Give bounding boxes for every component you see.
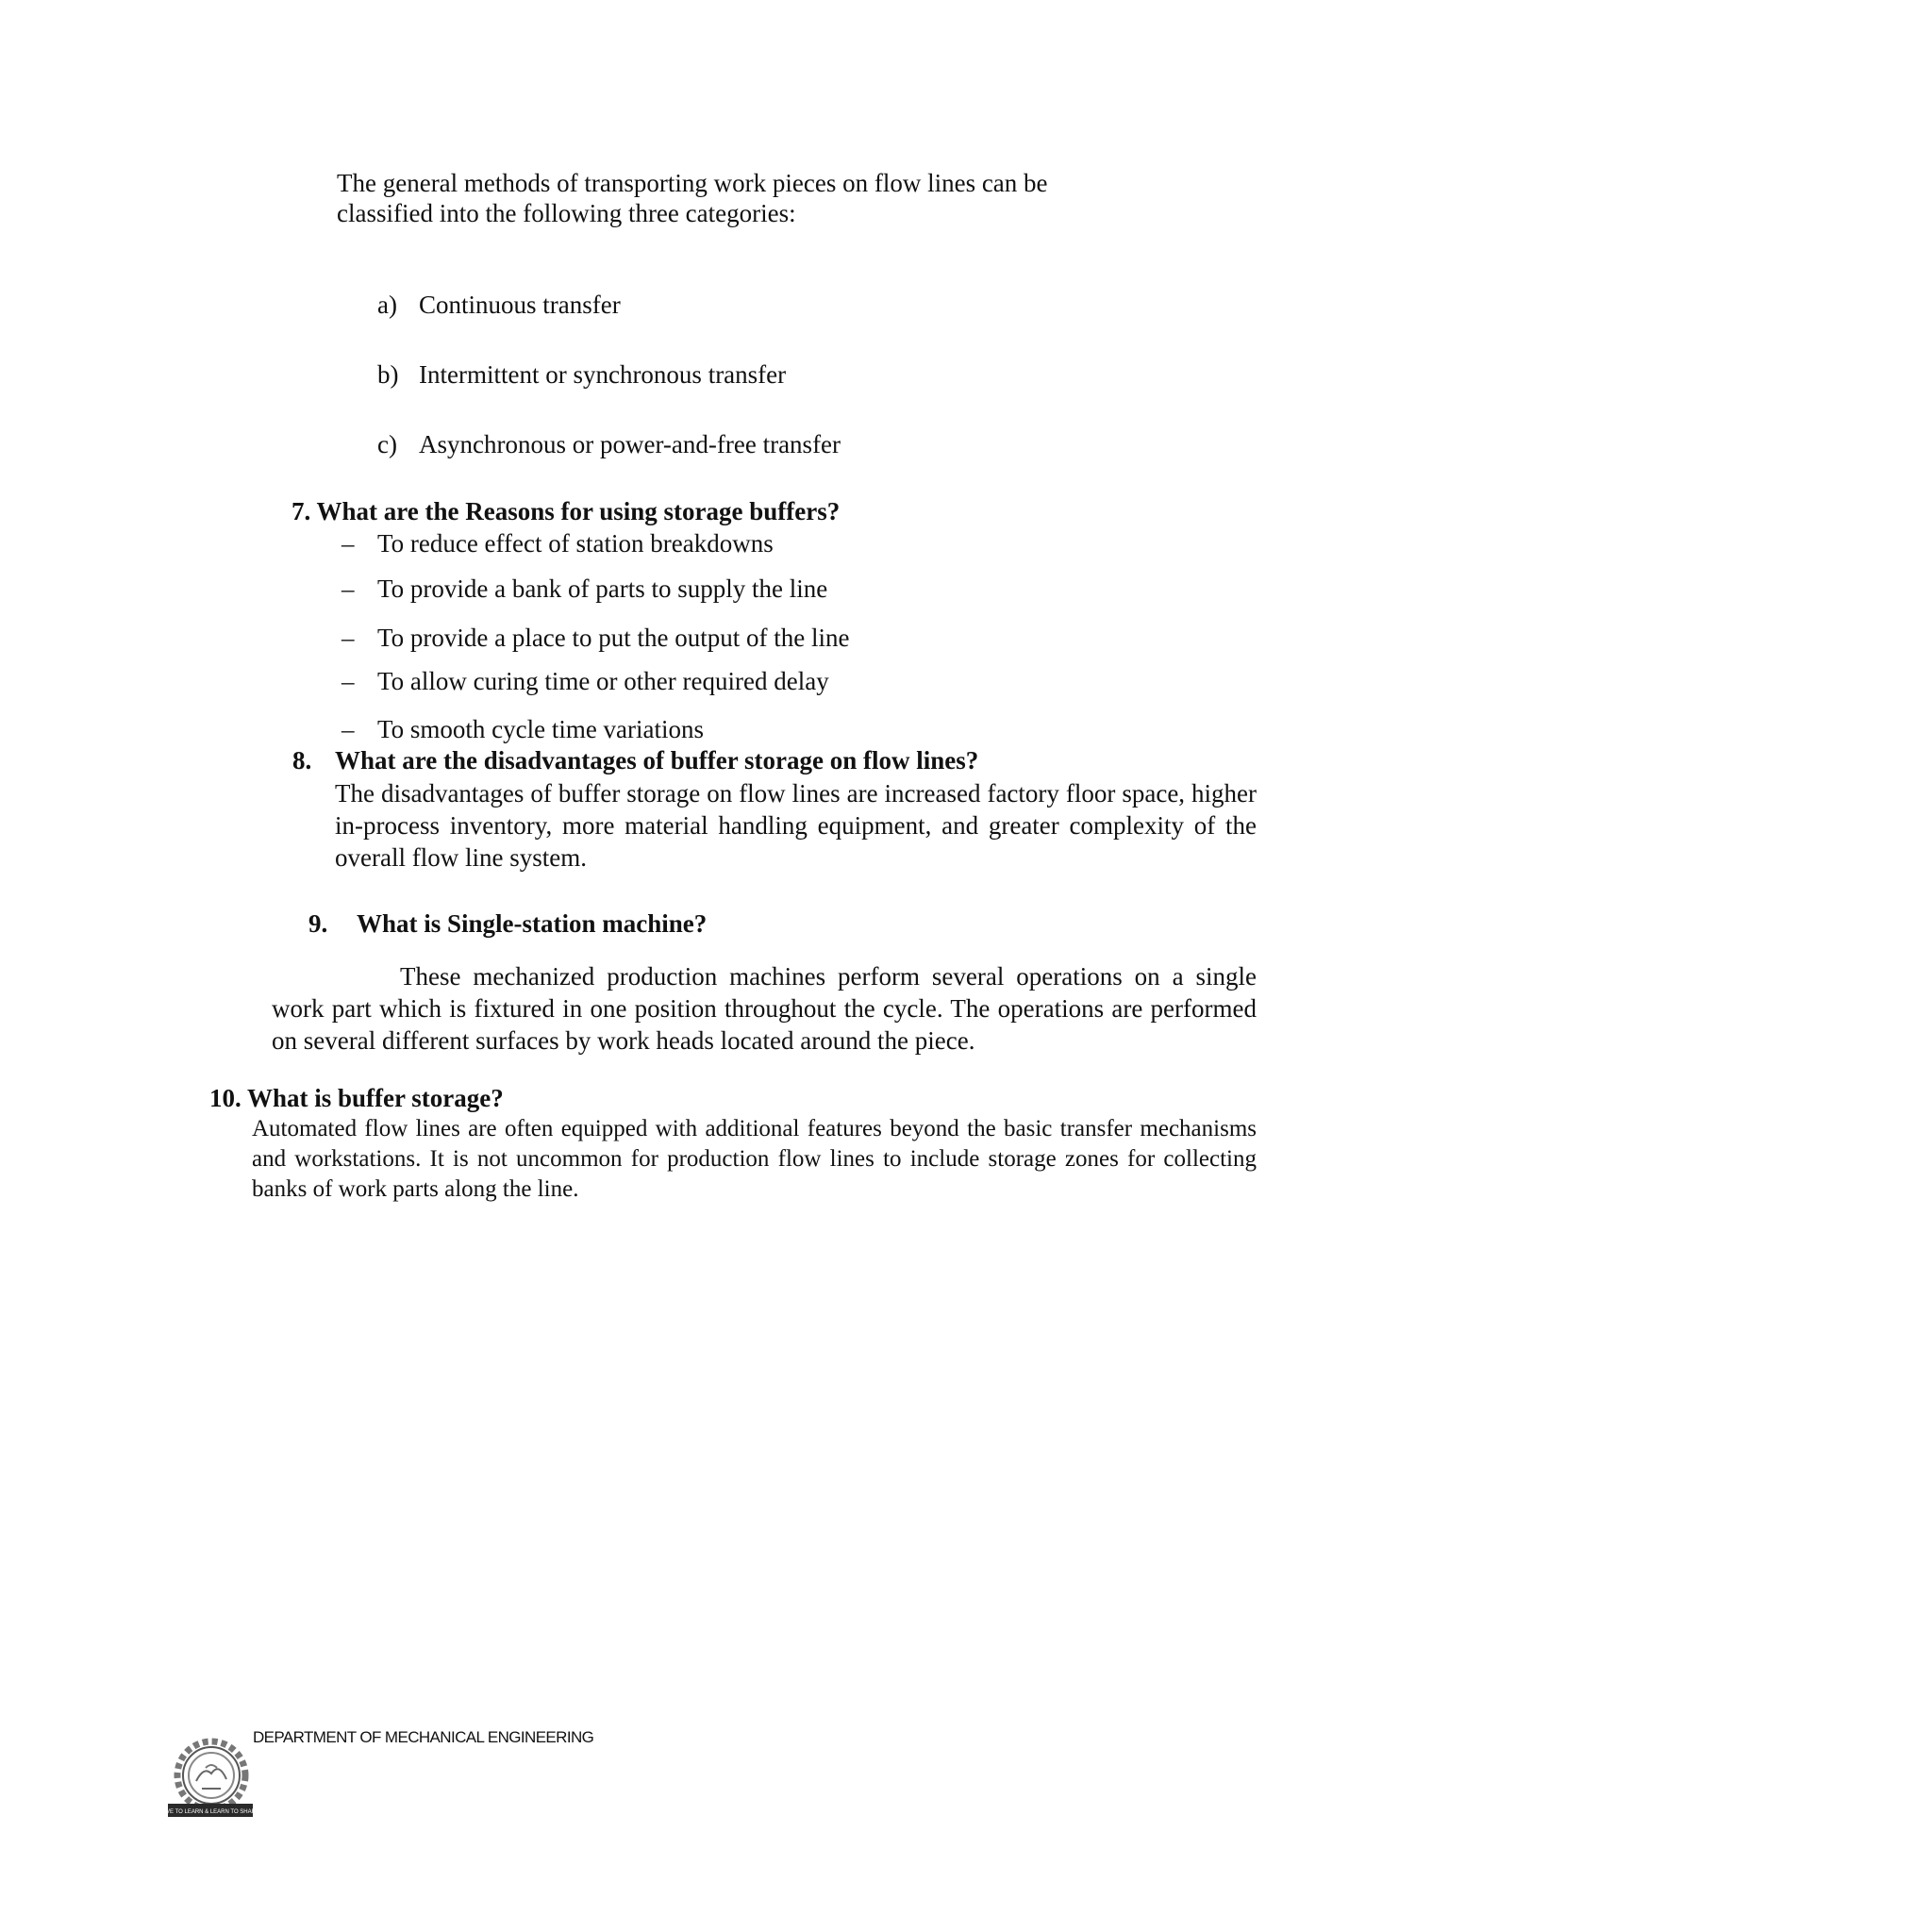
- list-item: To reduce effect of station breakdowns: [377, 529, 774, 558]
- footer-department: DEPARTMENT OF MECHANICAL ENGINEERING: [253, 1728, 594, 1746]
- category-marker: a): [377, 291, 397, 319]
- question-10-heading: 10. What is buffer storage?: [209, 1084, 504, 1112]
- question-7-heading: 7. What are the Reasons for using storage buffers?: [291, 497, 841, 525]
- question-9-heading: What is Single-station machine?: [357, 909, 708, 938]
- svg-text:LIVE TO LEARN & LEARN TO SHARE: LIVE TO LEARN & LEARN TO SHARE: [161, 1809, 259, 1815]
- bullet-dash: –: [341, 624, 355, 652]
- category-item: Intermittent or synchronous transfer: [419, 360, 787, 389]
- category-item: Asynchronous or power-and-free transfer: [419, 430, 841, 458]
- bullet-dash: –: [341, 529, 355, 558]
- category-marker: c): [377, 430, 397, 458]
- college-logo: [161, 1734, 259, 1828]
- bullet-dash: –: [341, 715, 355, 743]
- list-item: To allow curing time or other required delay: [377, 667, 829, 695]
- list-item: To provide a place to put the output of the line: [377, 624, 850, 652]
- list-item: To provide a bank of parts to supply the line: [377, 575, 828, 603]
- intro-line-1: The general methods of transporting work pieces on flow lines can be: [337, 169, 1048, 197]
- question-9-answer: These mechanized production machines perform several operations on a single work part which is fixtured in one position throughout the cycle. The operations are performed on several different surfaces by work heads located around the piece.: [272, 962, 1257, 1055]
- bullet-dash: –: [341, 575, 355, 603]
- list-item: To smooth cycle time variations: [377, 715, 705, 743]
- intro-line-2: classified into the following three categories:: [337, 199, 796, 227]
- question-10-answer: Automated flow lines are often equipped with additional features beyond the basic transfer mechanisms and workstations. It is not uncommon for production flow lines to include storage zones for collecting banks of work parts along the line.: [252, 1116, 1257, 1202]
- question-8-answer: The disadvantages of buffer storage on flow lines are increased factory floor space, higher in-process inventory, more material handling equipment, and greater complexity of the overall flow line system.: [335, 779, 1257, 872]
- question-8-number: 8.: [292, 746, 312, 774]
- question-8-heading: What are the disadvantages of buffer storage on flow lines?: [335, 746, 979, 774]
- category-item: Continuous transfer: [419, 291, 621, 319]
- question-9-number: 9.: [308, 909, 328, 938]
- gear-seal-icon: [161, 1734, 259, 1828]
- bullet-dash: –: [341, 667, 355, 695]
- category-marker: b): [377, 360, 399, 389]
